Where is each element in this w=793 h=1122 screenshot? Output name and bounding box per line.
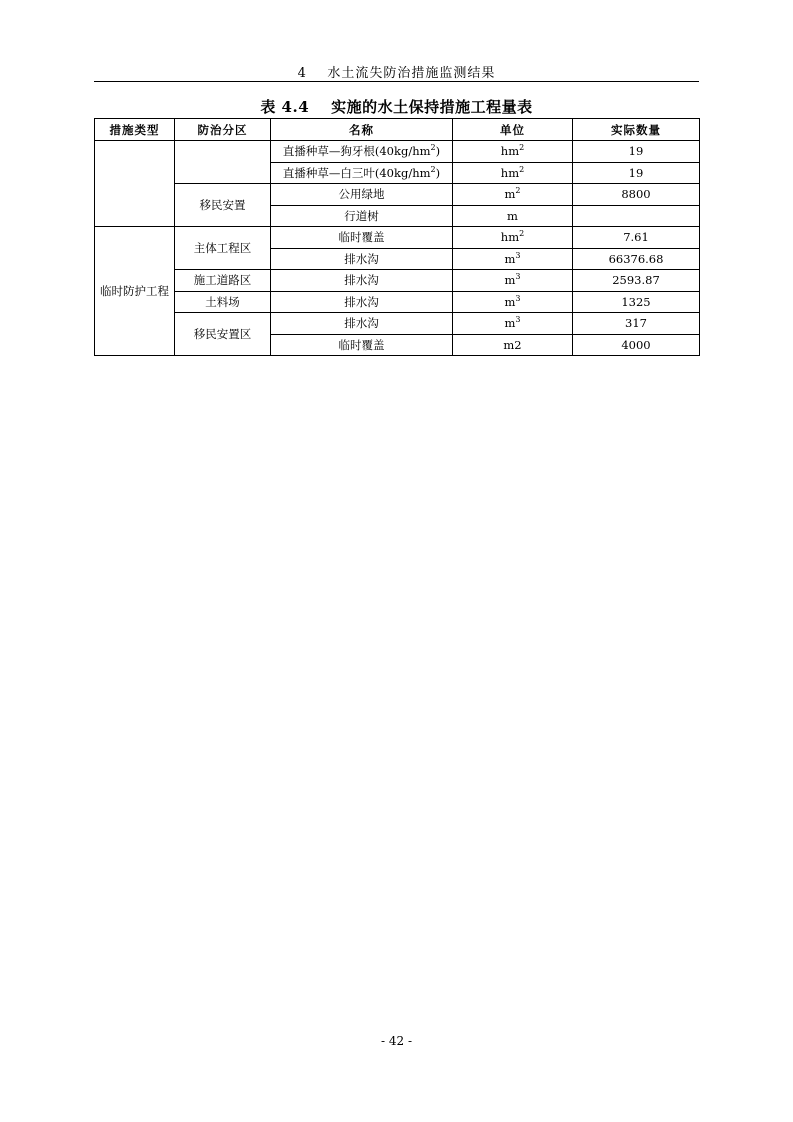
table-row [95,291,700,313]
column-header-quantity: 实际数量 [573,119,700,141]
table-header-row [95,119,700,141]
unit-cell: $m^3$ [453,291,573,313]
table-row [95,313,700,335]
quantity-cell: 19 [573,162,700,184]
table-row [95,270,700,292]
quantity-cell: 4000 [573,334,700,356]
unit-cell: $hm^2$ [453,162,573,184]
unit-cell: m [453,205,573,227]
name-cell: 公用绿地 [271,184,453,206]
column-header-measure-type: 措施类型 [95,119,175,141]
unit-cell: $m^3$ [453,313,573,335]
name-cell: 直播种草—狗牙根$(40kg/hm^2)$ [271,141,453,163]
unit-cell: $m^3$ [453,270,573,292]
table-caption-number: 表 4.4 [260,98,310,116]
zone-cell-main-works: 主体工程区 [175,227,271,270]
quantity-cell [573,205,700,227]
quantity-cell: 8800 [573,184,700,206]
table-row [95,141,700,163]
quantity-cell: 2593.87 [573,270,700,292]
zone-cell-construction-road: 施工道路区 [175,270,271,292]
column-header-unit: 单位 [453,119,573,141]
name-cell: 行道树 [271,205,453,227]
name-cell: 直播种草—白三叶$(40kg/hm^2)$ [271,162,453,184]
name-cell: 排水沟 [271,270,453,292]
measure-type-cell-empty [95,141,175,227]
column-header-zone: 防治分区 [175,119,271,141]
unit-cell: $hm^2$ [453,141,573,163]
measures-table [94,118,700,356]
unit-cell: m2 [453,334,573,356]
chapter-title: 水土流失防治措施监测结果 [327,66,496,81]
table-row [95,227,700,249]
table-caption-title: 实施的水土保持措施工程量表 [331,98,533,116]
zone-cell-resettlement-area: 移民安置区 [175,313,271,356]
unit-cell: $hm^2$ [453,227,573,249]
quantity-cell: 1325 [573,291,700,313]
name-cell: 临时覆盖 [271,334,453,356]
page-number: - 42 - [380,1034,412,1048]
name-cell: 排水沟 [271,313,453,335]
table-row [95,184,700,206]
quantity-cell: 66376.68 [573,248,700,270]
quantity-cell: 317 [573,313,700,335]
unit-cell: $m^3$ [453,248,573,270]
table-caption [0,96,793,117]
quantity-cell: 19 [573,141,700,163]
quantity-cell: 7.61 [573,227,700,249]
name-cell: 临时覆盖 [271,227,453,249]
unit-cell: $m^2$ [453,184,573,206]
chapter-number: 4 [297,66,307,81]
zone-cell-borrow-pit: 土料场 [175,291,271,313]
header-rule [94,81,699,82]
name-cell: 排水沟 [271,291,453,313]
column-header-name: 名称 [271,119,453,141]
running-header [0,62,793,81]
zone-cell-empty [175,141,271,184]
measure-type-cell-temporary: 临时防护工程 [95,227,175,356]
name-cell: 排水沟 [271,248,453,270]
zone-cell-resettlement: 移民安置 [175,184,271,227]
